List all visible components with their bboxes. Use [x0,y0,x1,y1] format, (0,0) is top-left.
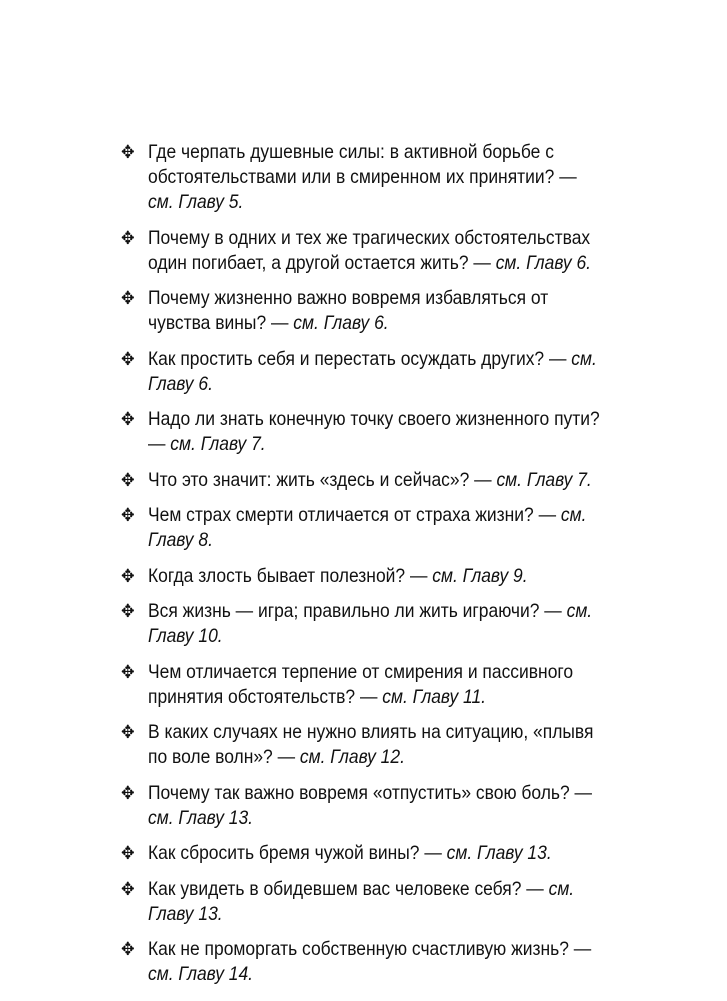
question-text: Как увидеть в обидевшем вас человеке себя? — [148,877,549,900]
chapter-reference: см. Главу 13. [148,877,575,925]
question-text: Чем отличается терпение от смирения и пассивного принятия обстоятельств? — [148,660,574,708]
list-item [121,503,607,553]
list-item [121,877,607,927]
chapter-reference: см. Главу 6. [495,251,592,274]
ornament-bullet-icon: ✥ [121,348,135,370]
chapter-reference: см. Главу 7. [170,433,266,455]
chapter-reference: см. Главу 13. [446,842,552,864]
list-item [121,407,607,457]
list-item [121,781,607,831]
chapter-reference: см. Главу 5. [148,191,244,213]
chapter-reference: см. Главу 13. [148,806,254,829]
ornament-bullet-icon: ✥ [121,878,135,900]
ornament-bullet-icon: ✥ [121,142,135,163]
ornament-bullet-icon: ✥ [121,782,135,804]
chapter-reference: см. Главу 7. [496,468,592,491]
ornament-bullet-icon: ✥ [121,565,135,587]
ornament-bullet-icon: ✥ [121,661,135,683]
ornament-bullet-icon: ✥ [121,505,135,526]
ornament-bullet-icon: ✥ [121,469,135,491]
ornament-bullet-icon: ✥ [121,227,135,249]
chapter-reference: см. Главу 11. [382,685,487,708]
list-item [121,564,607,589]
question-text: Чем страх смерти отличается от страха жизни? — [148,504,561,526]
list-item [121,841,607,866]
chapter-reference: см. Главу 6. [148,347,597,395]
chapter-reference: см. Главу 12. [299,746,405,768]
list-item [121,599,607,649]
list-item [121,286,607,336]
question-text: Почему в одних и тех же трагических обстоятельствах один погибает, а другой остается жить? — [148,226,591,274]
list-item [121,720,607,770]
chapter-reference: см. Главу 8. [148,504,587,551]
list-item [121,468,607,493]
question-text: Вся жизнь — игра; правильно ли жить играючи? — [148,600,567,622]
question-text: Как сбросить бремя чужой вины? — [148,842,447,864]
ornament-bullet-icon: ✥ [121,409,135,430]
question-text: Почему жизненно важно вовремя избавляться от чувства вины? — [148,287,549,334]
list-item [121,347,607,397]
list-item [121,937,607,987]
ornament-bullet-icon: ✥ [121,939,135,960]
question-text: В каких случаях не нужно влиять на ситуацию, «плывя по воле волн»? — [148,721,594,768]
chapter-reference: см. Главу 9. [432,564,528,587]
question-text: Как не проморгать собственную счастливую жизнь? — [148,938,592,960]
question-text: Как простить себя и перестать осуждать других? — [148,347,572,370]
ornament-bullet-icon: ✥ [121,601,135,622]
question-text: Что это значит: жить «здесь и сейчас»? — [148,468,497,491]
list-item [121,140,607,215]
list-item [121,660,607,710]
ornament-bullet-icon: ✥ [121,288,135,309]
question-text: Когда злость бывает полезной? — [148,564,433,587]
ornament-bullet-icon: ✥ [121,722,135,743]
question-text: Почему так важно вовремя «отпустить» свою боль? — [148,781,592,804]
question-text: Надо ли знать конечную точку своего жизненного пути? — [148,408,600,455]
list-item [121,226,607,276]
question-text: Где черпать душевные силы: в активной борьбе с обстоятельствами или в смиренном их принятии? — [148,141,577,188]
question-list [121,140,607,998]
ornament-bullet-icon: ✥ [121,843,135,864]
chapter-reference: см. Главу 10. [148,600,593,647]
chapter-reference: см. Главу 6. [293,312,389,334]
chapter-reference: см. Главу 14. [148,963,254,985]
